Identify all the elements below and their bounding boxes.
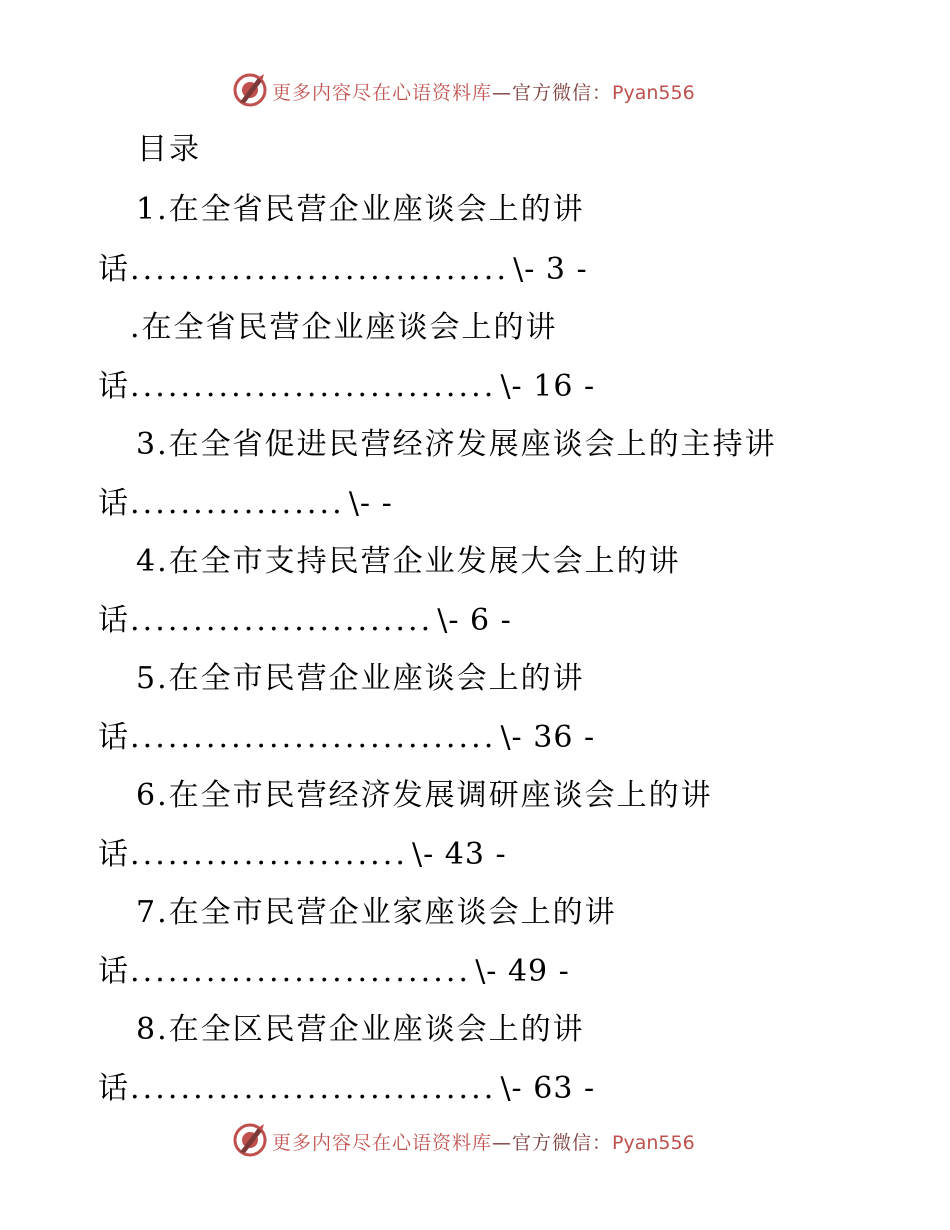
toc-entry-title[interactable]: 8.在全区民营企业座谈会上的讲 [136, 1012, 585, 1047]
toc-entry-leader[interactable] [98, 595, 512, 639]
toc-entry-dots: ........................ [130, 603, 434, 638]
toc-entry-tail: 话 [98, 252, 130, 287]
toc-entry-dots: .............................. [130, 252, 510, 287]
toc-entry-tail: 话 [98, 837, 130, 872]
toc-entry-page: \- 43 - [412, 837, 507, 872]
toc-entry-tail: 话 [98, 954, 130, 989]
toc-entry-page: \- - [348, 486, 393, 521]
toc-entry-title[interactable]: 4.在全市支持民营企业发展大会上的讲 [136, 544, 681, 579]
toc-entry-leader[interactable] [98, 244, 588, 288]
toc-entry-tail: 话 [98, 603, 130, 638]
toc-title: 目录 [137, 132, 201, 167]
footer-watermark-text [272, 1128, 695, 1155]
toc-entry-title[interactable]: 1.在全省民营企业座谈会上的讲 [136, 192, 585, 227]
quill-seal-logo-icon [232, 1122, 268, 1158]
toc-entry-title[interactable]: 3.在全省促进民营经济发展座谈会上的主持讲 [136, 427, 777, 462]
toc-entry-page: \- 3 - [513, 252, 588, 287]
toc-entry-page: \- 16 - [500, 369, 596, 404]
toc-entry-title[interactable]: .在全省民营企业座谈会上的讲 [130, 310, 558, 345]
toc-entry-page: \- 63 - [500, 1071, 596, 1106]
toc-entry-tail: 话 [98, 486, 130, 521]
header-watermark [0, 70, 950, 110]
toc-entry-title[interactable]: 7.在全市民营企业家座谈会上的讲 [136, 895, 617, 930]
header-watermark-part2: —官方微信： [492, 82, 613, 104]
footer-watermark-part2: —官方微信： [492, 1132, 613, 1154]
quill-seal-logo-icon [232, 72, 268, 108]
toc-entry-title[interactable]: 5.在全市民营企业座谈会上的讲 [136, 661, 585, 696]
toc-entry-leader[interactable] [98, 712, 595, 756]
toc-entry-tail: 话 [98, 720, 130, 755]
footer-watermark-id: Pyan556 [612, 1132, 695, 1154]
toc-entry-tail: 话 [98, 1071, 130, 1106]
footer-watermark-part1: 更多内容尽在心语资料库 [272, 1132, 493, 1154]
toc-entry-dots: ................. [130, 486, 345, 521]
toc-entry-dots: ............................. [130, 369, 497, 404]
toc-entry-dots: ........................... [130, 954, 472, 989]
toc-entry-leader[interactable] [98, 478, 393, 522]
header-watermark-id: Pyan556 [612, 82, 695, 104]
toc-entry-leader[interactable] [98, 946, 570, 990]
toc-entry-page: \- 36 - [500, 720, 596, 755]
toc-entry-tail: 话 [98, 369, 130, 404]
toc-entry-dots: ............................. [130, 1071, 497, 1106]
footer-watermark [0, 1120, 950, 1160]
toc-entry-title[interactable]: 6.在全市民营经济发展调研座谈会上的讲 [136, 778, 713, 813]
toc-entry-leader[interactable] [98, 829, 507, 873]
toc-entry-page: \- 6 - [437, 603, 512, 638]
toc-entry-page: \- 49 - [475, 954, 570, 989]
header-watermark-text [272, 78, 695, 105]
header-watermark-part1: 更多内容尽在心语资料库 [272, 82, 493, 104]
toc-entry-leader[interactable] [98, 1063, 595, 1107]
toc-entry-leader[interactable] [98, 361, 595, 405]
toc-entry-dots: ............................. [130, 720, 497, 755]
toc-entry-dots: ...................... [130, 837, 408, 872]
